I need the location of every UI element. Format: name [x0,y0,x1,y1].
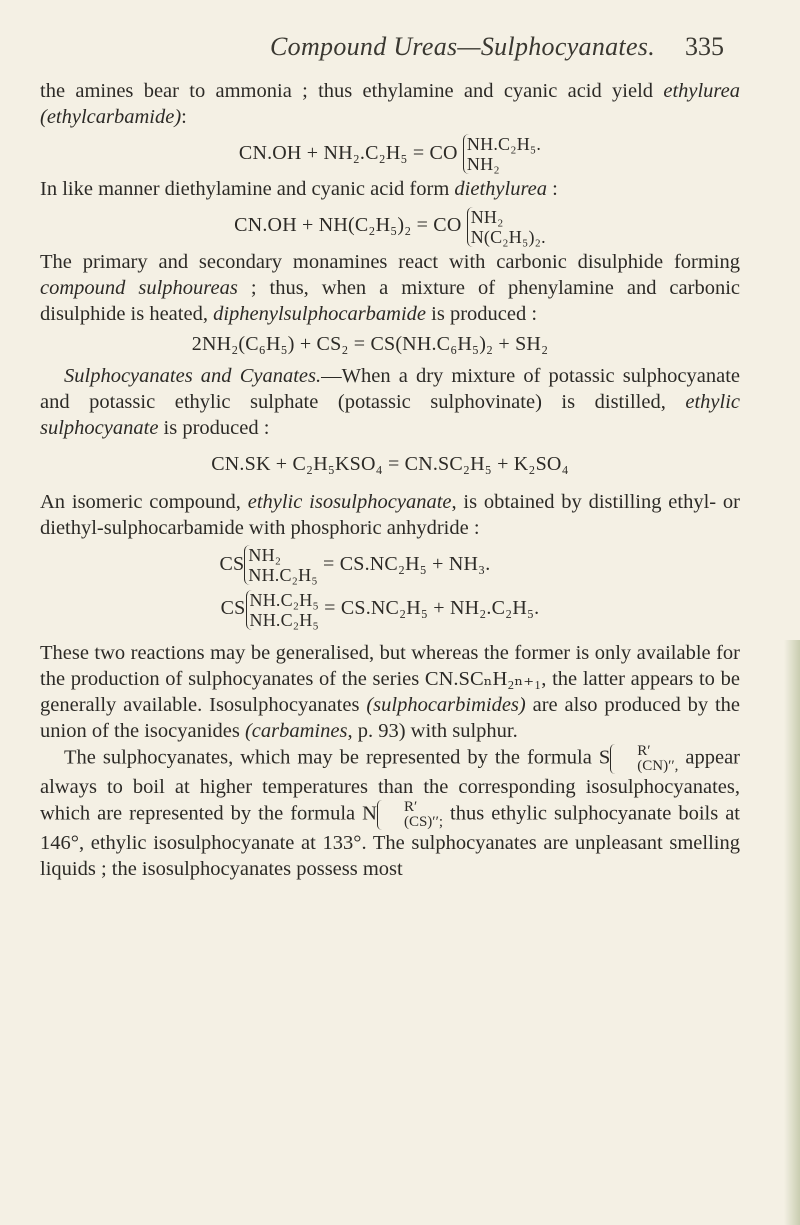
brace-top: NH₂ [470,206,504,227]
brace-group [463,134,541,174]
paragraph-amines: the amines bear to ammonia ; thus ethylamine and cyanic acid yield ethylurea (ethylcarbamide): [40,80,740,128]
paragraph-boiling-points [40,744,740,882]
brace-top: NH.C₂H₅ [249,589,319,610]
paragraph-isomeric [40,489,740,541]
equation-lhs: CN.OH + NH(C₂H₅)₂ = CO [234,214,462,237]
page-edge-shadow [784,640,800,1225]
brace-group [467,207,546,247]
paragraph-text: is produced : [158,416,270,439]
equation-lhs: CS [219,552,245,575]
term-ethylurea: ethylurea [663,80,740,102]
paragraph-text: The sulphocyanates, which may be represented by the formula S [64,746,611,769]
equation-diphenylsulphocarbamide: 2NH₂(C₆H₅) + CS₂ = CS(NH.C₆H₅)₂ + SH₂ [191,332,549,355]
brace-bottom: NH.C₂H₅ [249,609,319,630]
term-ethylic-isosulphocyanate: ethylic isosulphocyanate [247,490,452,513]
brace-top: NH.C₂H₅. [466,134,542,155]
equation-lhs: CS [220,597,246,620]
brace-bottom: NH.C₂H₅ [248,565,318,586]
paragraph-text: the amines bear to ammonia ; thus ethylamine and cyanic acid yield [40,80,664,102]
formula-top: R′ [403,798,418,815]
equation-rhs: = CS.NC₂H₅ + NH₃. [323,552,491,575]
formula-top: R′ [637,742,651,759]
paragraph-sulphocyanates [40,363,740,441]
running-title: Compound Ureas—Sulphocyanates. [270,32,656,61]
term-compound-sulphoureas: compound sulphoureas [40,276,238,299]
equation-isosulphocyanate-2 [20,587,740,629]
paragraph-text: In like manner diethylamine and cyanic acid form [40,178,455,201]
term-ethylcarbamide: (ethylcarbamide) [40,106,182,128]
paragraph-text: , p. 93) with sulphur. [347,719,518,742]
brace-bottom: N(C₂H₅)₂. [470,226,546,247]
formula-brace [377,800,443,830]
paragraph-text: These two reactions may be generalised, but whereas the former is only available for the production of sulphocyanates of the series CN.SCₙH₂ₙ₊₁, the latter appears to be generally available. Isosulphocyanates [40,641,740,716]
term-diphenylsulphocarbamide: diphenylsulphocarbamide [213,302,427,325]
brace-bottom: NH₂ [466,154,500,175]
paragraph-text: An isomeric compound, [40,490,248,513]
term-sulphocarbimides: (sulphocarbimides) [366,693,526,716]
paragraph-generalised [40,640,740,744]
equation-isosulphocyanate-1 [0,543,740,585]
paragraph-text: ; thus, when a mixture of phenylamine and carbonic disulphide is heated, [40,276,741,325]
paragraph-diethylamine: In like manner diethylamine and cyanic acid form diethylurea : [40,178,558,201]
equation-lhs: CN.OH + NH₂.C₂H₅ = CO [238,142,458,164]
formula-bottom: (CS)′′; [403,813,444,830]
paragraph-text: —When a dry mixture of potassic sulphocyanate and potassic ethylic sulphate (potassic sulphovinate) is distilled, [40,364,740,413]
paragraph-text: The primary and secondary monamines react with carbonic disulphide forming [40,250,740,273]
term-ethylic-sulphocyanate: ethylic sulphocyanate [40,390,740,439]
brace-top: NH₂ [248,545,282,566]
paragraph-text: , is obtained by distilling ethyl- or diethyl-sulphocarbamide with phosphoric anhydride : [40,490,740,539]
equation-diethylurea [40,204,740,246]
term-carbamines: (carbamines [244,719,348,742]
paragraph-monamines [40,249,740,327]
formula-brace [610,744,678,774]
paragraph-text: is produced : [426,302,538,325]
equation-rhs: = CS.NC₂H₅ + NH₂.C₂H₅. [324,597,540,620]
formula-bottom: (CN)′′, [637,757,679,774]
paragraph-text: thus ethylic sulphocyanate boils at 146°, ethylic isosulphocyanate at 133°. The sulphocyanates are unpleasant smelling liquids ; the isosulphocyanates possess most [40,802,741,880]
term-diethylurea: diethylurea [454,178,548,201]
section-heading: Sulphocyanates and Cyanates. [64,364,322,387]
equation-ethylic-sulphocyanate: CN.SK + C₂H₅KSO₄ = CN.SC₂H₅ + K₂SO₄ [211,452,569,475]
brace-group [244,545,317,585]
body-text [40,78,740,882]
brace-group [246,590,319,630]
page-header [40,28,740,68]
page-number: 335 [685,32,724,61]
equation-ethylurea [40,132,740,174]
paragraph-text: are also produced by the union of the isocyanides [40,693,741,742]
paragraph-text: appear always to boil at higher temperatures than the corresponding isosulphocyanates, which are represented by the formula N [40,746,741,825]
